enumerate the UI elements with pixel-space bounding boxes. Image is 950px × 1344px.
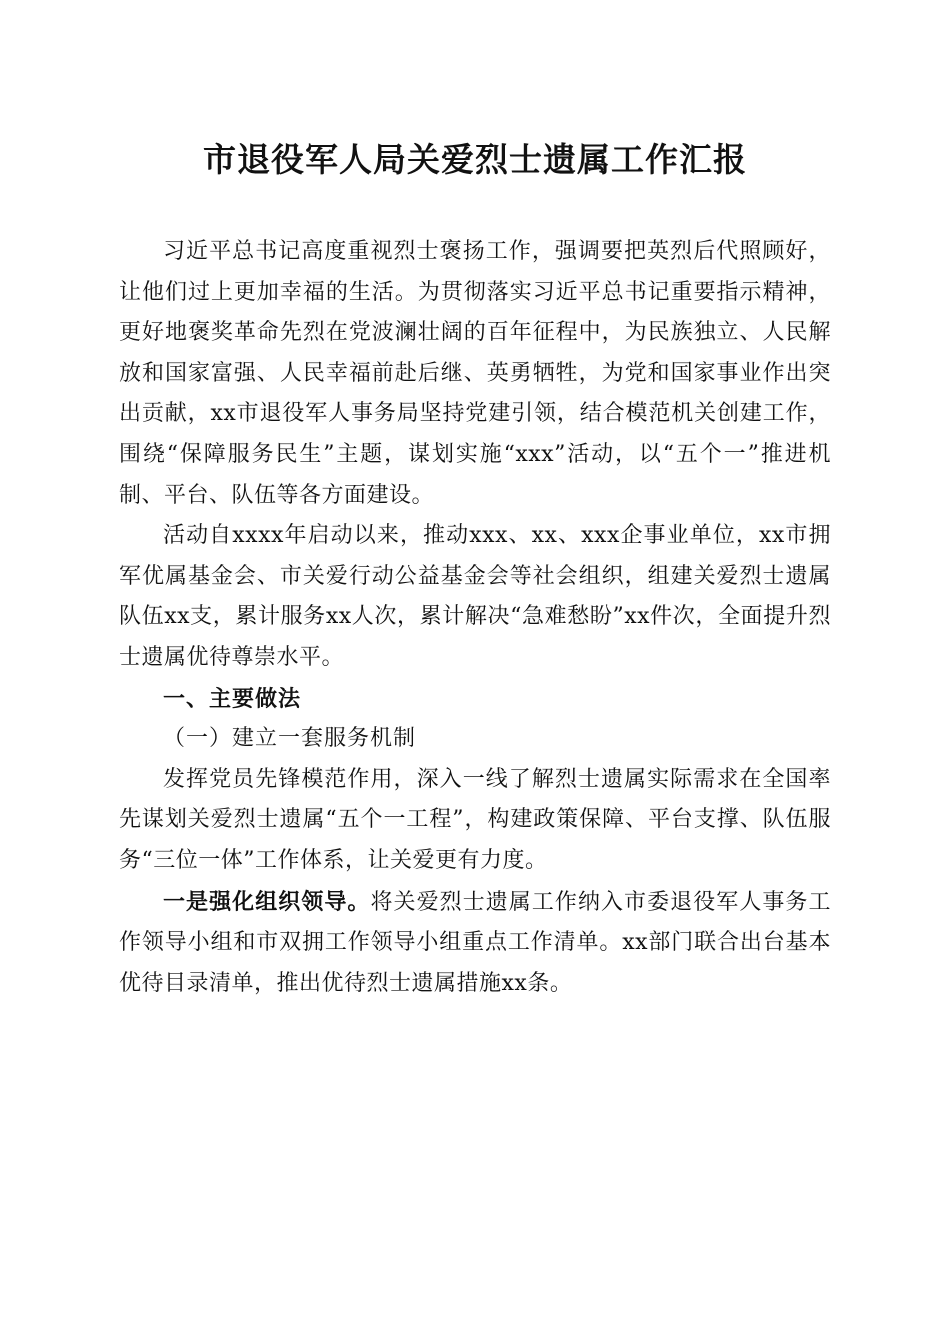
intro-paragraph-1: 习近平总书记高度重视烈士褒扬工作，强调要把英烈后代照顾好，让他们过上更加幸福的生活。为贯彻落实习近平总书记重要指示精神，更好地褒奖革命先烈在党波澜壮阔的百年征程中，为民族独立、人民解放和国家富强、人民幸福前赴后继、英勇牺牲，为党和国家事业作出突出贡献，xx市退役军人事务局坚持党建引领，结合模范机关创建工作，围绕“保障服务民生”主题，谋划实施“xxx”活动，以“五个一”推进机制、平台、队伍等各方面建设。	[119, 239, 831, 508]
point-text-1: 将关爱烈士遗属工作纳入市委退役军人事务工作领导小组和市双拥工作领导小组重点工作清单。xx部门联合出台基本优待目录清单，推出优待烈士遗属措施xx条。	[119, 889, 831, 996]
point-lead-1: 一是强化组织领导。	[163, 888, 371, 915]
subsection-paragraph: 发挥党员先锋模范作用，深入一线了解烈士遗属实际需求在全国率先谋划关爱烈士遗属“五个一工程”，构建政策保障、平台支撑、队伍服务“三位一体”工作体系，让关爱更有力度。	[119, 766, 831, 873]
document-body	[119, 232, 831, 1004]
subsection-heading-service-mechanism: （一）建立一套服务机制	[163, 726, 417, 752]
point-paragraph-1	[119, 882, 831, 1005]
document-title: 市退役军人局关爱烈士遗属工作汇报	[203, 140, 747, 179]
intro-paragraph-2: 活动自xxxx年启动以来，推动xxx、xx、xxx企事业单位，xx市拥军优属基金会、市关爱行动公益基金会等社会组织，组建关爱烈士遗属队伍xx支，累计服务xx人次，累计解决“急难愁盼”xx件次，全面提升烈士遗属优待尊崇水平。	[119, 523, 831, 670]
section-heading-main-practices: 一、主要做法	[163, 685, 302, 712]
